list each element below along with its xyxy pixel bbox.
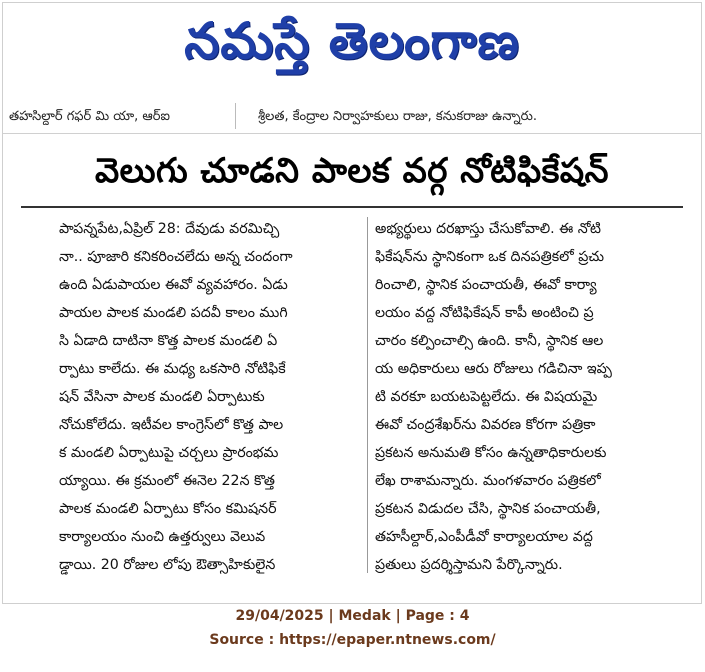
footer-date-edition: 29/04/2025 | Medak | Page : 4 — [235, 608, 470, 624]
text-line: డ్డాయి. 20 రోజుల లోపు ఔత్సాహికులైన — [59, 557, 276, 573]
column-divider — [367, 217, 368, 573]
text-line: లయం వద్ద నోటిఫికేషన్ కాపీ అంటించి ప్ర — [375, 305, 594, 321]
text-line: నా.. పూజారి కనికరించలేదు అన్న చందంగా — [59, 249, 293, 265]
text-line: నోచుకోలేదు. ఇటీవల కాంగ్రెస్‌లో కొత్త పాల — [59, 417, 284, 433]
text-line: ప్రకటన విడుదల చేసి, స్థానిక పంచాయతీ, — [375, 501, 601, 517]
caption-divider — [235, 103, 236, 129]
text-line: చారం కల్పించాల్సి ఉంది. కానీ, స్థానిక ఆల — [375, 333, 604, 349]
text-line: ఈవో చంద్రశేఖర్‌ను వివరణ కోరగా పత్రికా — [375, 417, 596, 433]
text-line: కార్యాలయం నుంచి ఉత్తర్వులు వెలువ — [59, 529, 266, 545]
text-line: రించాలి, స్థానిక పంచాయతీ, ఈవో కార్యా — [375, 277, 597, 293]
footer-source-link[interactable]: Source : https://epaper.ntnews.com/ — [209, 632, 496, 648]
text-line: లేఖ రాశామన్నారు. మంగళవారం పత్రికలో — [375, 473, 601, 489]
article-column-right — [375, 215, 693, 579]
text-line: య అధికారులు ఆరు రోజులు గడిచినా ఇప్ప — [375, 361, 612, 377]
text-line: ప్రకటన అనుమతి కోసం ఉన్నతాధికారులకు — [375, 445, 607, 461]
text-line: పాపన్నపేట,ఏప్రిల్ 28: దేవుడు వరమిచ్చి — [59, 221, 280, 237]
text-line: ర్పాటు కాలేదు. ఈ మధ్య ఒకసారి నోటిఫికే — [59, 361, 286, 377]
headline-rule — [21, 206, 683, 208]
text-line: య్యాయి. ఈ క్రమంలో ఈనెల 22న కొత్త — [59, 473, 275, 489]
text-line: పాయల పాలక మండలి పదవీ కాలం ముగి — [59, 305, 288, 321]
text-line: క మండలి ఏర్పాటుపై చర్చలు ప్రారంభమ — [59, 445, 279, 461]
text-line: ప్రతులు ప్రదర్శిస్తామని పేర్కొన్నారు. — [375, 557, 563, 573]
text-line: టి వరకూ బయటపెట్టలేదు. ఈ విషయమై — [375, 389, 598, 405]
caption-left: తహసిల్దార్ గఫర్ మి యా, ఆర్ఐ — [9, 109, 170, 124]
article-headline: వెలుగు చూడని పాలక వర్గ నోటిఫికేషన్ — [94, 151, 610, 191]
text-line: ఫికేషన్‌ను స్థానికంగా ఒక దినపత్రికలో ప్రచు — [375, 249, 605, 265]
newspaper-clipping — [2, 2, 702, 604]
masthead — [3, 7, 701, 87]
text-line: పాలక మండలి ఏర్పాటు కోసం కమిషనర్ — [59, 501, 277, 517]
text-line: అభ్యర్థులు దరఖాస్తు చేసుకోవాలి. ఈ నోటి — [375, 221, 601, 237]
photo-caption-strip — [3, 99, 702, 134]
text-line: తహసీల్దార్,ఎంపీడీవో కార్యాలయాల వద్ద — [375, 529, 593, 545]
text-line: ఉంది ఏడుపాయల ఈవో వ్యవహారం. ఏడు — [59, 277, 288, 293]
masthead-logo: నమస్తే తెలంగాణ — [184, 11, 520, 70]
article-column-left — [59, 215, 377, 579]
caption-right: శ్రీలత, కేంద్రాల నిర్వాహకులు రాజు, కనుకరాజు ఉన్నారు. — [258, 109, 538, 124]
text-line: సి ఏడాది దాటినా కొత్త పాలక మండలి ఏ — [59, 333, 278, 349]
text-line: షన్ వేసినా పాలక మండలి ఏర్పాటుకు — [59, 389, 265, 405]
